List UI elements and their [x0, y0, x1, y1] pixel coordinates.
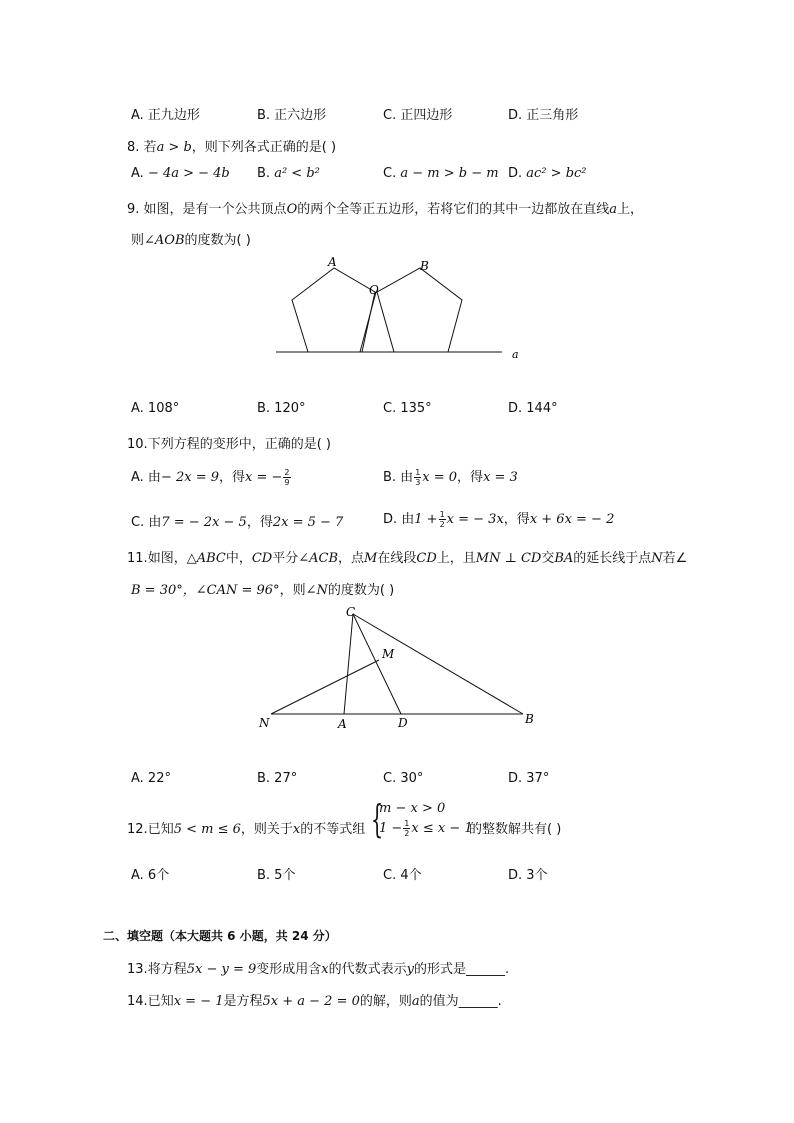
q9-option-c: C. 135°	[383, 401, 432, 416]
right-pentagon	[377, 268, 462, 352]
q8-option-b: B. a² < b²	[257, 166, 320, 181]
q14-stem: 14.已知x = − 1是方程5x + a − 2 = 0的解，则a的值为______.	[127, 994, 502, 1009]
label-A: A	[338, 717, 347, 731]
q11-triangle-figure	[255, 600, 545, 735]
q7-option-b: B. 正六边形	[257, 108, 327, 123]
label-D: D	[398, 716, 408, 730]
q10-option-d: D. 由1 + $\frac{1}{2}$ x = − 3x，得x + 6x = − 2	[383, 510, 615, 529]
q12-stem-pre: 12.已知5 < m ≤ 6，则关于x的不等式组	[127, 822, 366, 837]
q8-stem: 8. 若a > b，则下列各式正确的是( )	[127, 140, 337, 155]
q10-stem: 10.下列方程的变形中，正确的是( )	[127, 437, 331, 452]
q8-option-a: A. − 4a > − 4b	[131, 166, 230, 181]
q9-option-a: A. 108°	[131, 401, 180, 416]
q11-stem-line2: B = 30°，∠CAN = 96°，则∠N的度数为( )	[131, 583, 395, 598]
q12-option-b: B. 5个	[257, 868, 296, 883]
section-title: 二、填空题（本大题共 6 小题，共 24 分）	[103, 929, 337, 943]
q7-option-a: A. 正九边形	[131, 108, 200, 123]
q11-option-b: B. 27°	[257, 771, 298, 786]
q7-option-c: C. 正四边形	[383, 108, 453, 123]
q11-option-c: C. 30°	[383, 771, 424, 786]
q9-stem-line1: 9. 如图，是有一个公共顶点O的两个全等正五边形，若将它们的其中一边都放在直线a上，	[127, 202, 644, 217]
q9-pentagon-figure	[270, 252, 530, 367]
left-pentagon	[292, 268, 375, 352]
q10-option-b: B. 由 $\frac{1}{3}$ x = 0，得x = 3	[383, 468, 518, 487]
q12-stem-post: 的整数解共有( )	[469, 822, 562, 837]
q8-option-d: D. ac² > bc²	[508, 166, 587, 181]
q11-option-d: D. 37°	[508, 771, 550, 786]
q12-option-d: D. 3个	[508, 868, 548, 883]
q10-option-a: A. 由− 2x = 9，得x = − $\frac{2}{9}$	[131, 468, 290, 487]
label-N: N	[259, 716, 270, 730]
q11-option-a: A. 22°	[131, 771, 171, 786]
label-M: M	[382, 647, 395, 661]
label-C: C	[346, 605, 356, 619]
label-A: A	[328, 255, 337, 269]
q9-stem-line2: 则∠AOB的度数为( )	[131, 233, 251, 248]
q10-option-c: C. 由7 = − 2x − 5，得2x = 5 − 7	[131, 515, 344, 530]
q7-option-d: D. 正三角形	[508, 108, 579, 123]
q13-stem: 13.将方程5x − y = 9变形成用含x的代数式表示y的形式是______.	[127, 962, 510, 977]
system-brace: {	[371, 797, 384, 841]
q12-system-row1: m − x > 0	[379, 801, 446, 816]
q12-option-a: A. 6个	[131, 868, 170, 883]
q12-option-c: C. 4个	[383, 868, 422, 883]
q9-option-b: B. 120°	[257, 401, 306, 416]
label-B: B	[420, 259, 429, 273]
q8-option-c: C. a − m > b − m	[383, 166, 499, 181]
q12-system-row2: 1 − $\frac{1}{2}$ x ≤ x − 1	[379, 819, 473, 838]
question-number: 8.	[127, 140, 140, 155]
q11-stem-line1: 11.如图，△ABC中，CD平分∠ACB，点M在线段CD上，且MN ⊥ CD交BA的延长线于点N若∠	[127, 551, 688, 566]
label-a: a	[512, 348, 519, 361]
label-O: O	[369, 283, 379, 297]
q9-option-d: D. 144°	[508, 401, 558, 416]
label-B: B	[525, 712, 534, 726]
